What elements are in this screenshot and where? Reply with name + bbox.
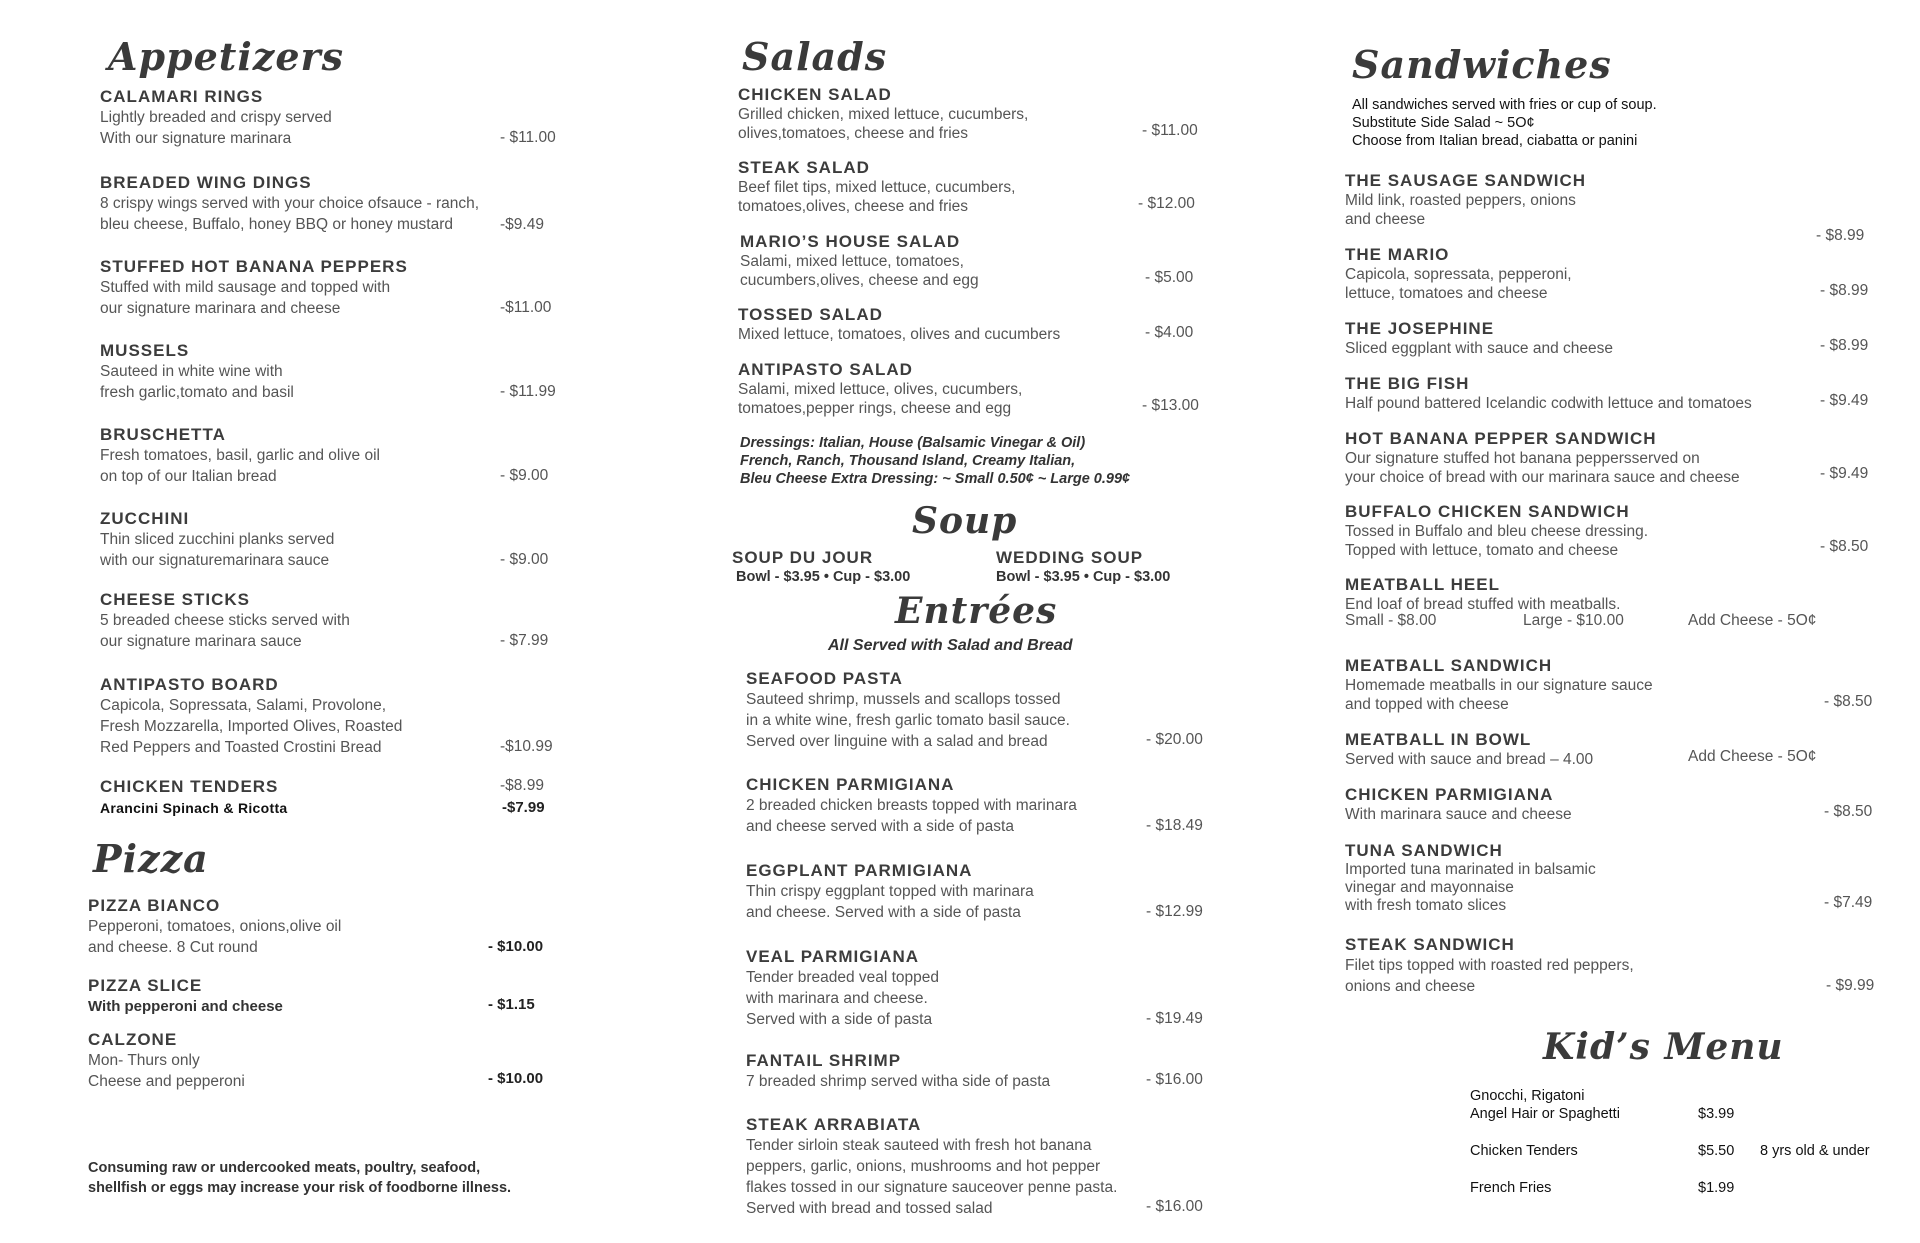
item-desc: in a white wine, fresh garlic tomato basil sauce.: [746, 712, 1070, 729]
item-desc: Homemade meatballs in our signature sauce: [1345, 677, 1653, 694]
dressings-note: [740, 434, 1130, 488]
item-price: - $8.99: [1816, 227, 1865, 244]
item-desc: flakes tossed in our signature sauceover penne pasta.: [746, 1179, 1118, 1196]
kids-item-name: Chicken Tenders: [1470, 1143, 1578, 1159]
item-price: - $12.99: [1146, 903, 1203, 920]
kids-menu-heading: Kid’s Menu: [1543, 1026, 1784, 1068]
item-price: -$7.99: [502, 799, 545, 816]
menu-item: [100, 674, 402, 758]
soup-name: WEDDING SOUP: [996, 548, 1144, 567]
menu-item: [1345, 729, 1593, 769]
item-desc: Cheese and pepperoni: [88, 1073, 245, 1090]
item-desc: fresh garlic,tomato and basil: [100, 384, 294, 401]
item-desc: 5 breaded cheese sticks served with: [100, 612, 350, 629]
item-desc: olives,tomatoes, cheese and fries: [738, 125, 969, 142]
item-price: - $8.50: [1820, 538, 1869, 555]
item-name: THE MARIO: [1345, 245, 1450, 264]
item-name: ANTIPASTO SALAD: [738, 360, 913, 379]
item-price-small: Small - $8.00: [1345, 612, 1437, 629]
sandwiches-notes: [1352, 96, 1657, 150]
menu-item: [100, 256, 408, 319]
item-desc: Mixed lettuce, tomatoes, olives and cucumbers: [738, 326, 1061, 343]
warning-line: shellfish or eggs may increase your risk of foodborne illness.: [88, 1180, 512, 1196]
menu-item: [100, 508, 334, 571]
menu-item: [746, 860, 1034, 923]
item-price: - $9.49: [1820, 392, 1869, 409]
item-desc: Beef filet tips, mixed lettuce, cucumbers,: [738, 179, 1016, 196]
dressings-line: Bleu Cheese Extra Dressing: ~ Small 0.50¢ ~ Large 0.99¢: [740, 471, 1131, 487]
item-desc: vinegar and mayonnaise: [1345, 879, 1514, 896]
item-desc: Tender sirloin steak sauteed with fresh hot banana: [746, 1137, 1092, 1154]
item-price: - $9.99: [1826, 977, 1875, 994]
item-desc: Topped with lettuce, tomato and cheese: [1345, 542, 1619, 559]
item-desc: Imported tuna marinated in balsamic: [1345, 861, 1596, 878]
item-name: ZUCCHINI: [100, 509, 190, 528]
item-desc: Capicola, Sopressata, Salami, Provolone,: [100, 697, 387, 714]
soup-heading: Soup: [912, 500, 1018, 542]
item-name: CHICKEN TENDERS: [100, 777, 279, 796]
menu-item: [746, 946, 939, 1030]
item-desc: tomatoes,pepper rings, cheese and egg: [738, 400, 1012, 417]
menu-item: [100, 424, 380, 487]
item-desc: Sliced eggplant with sauce and cheese: [1345, 340, 1613, 357]
item-desc: tomatoes,olives, cheese and fries: [738, 198, 969, 215]
item-desc: Mild link, roasted peppers, onions: [1345, 192, 1576, 209]
menu-item: [746, 668, 1070, 752]
item-name: CALZONE: [88, 1030, 178, 1049]
item-desc: Red Peppers and Toasted Crostini Bread: [100, 739, 382, 756]
menu-item: [740, 231, 979, 290]
appetizers-heading: Appetizers: [108, 34, 344, 79]
pizza-heading: Pizza: [93, 836, 209, 881]
salads-heading: Salads: [742, 34, 888, 79]
menu-item: [88, 975, 283, 1017]
item-name: BUFFALO CHICKEN SANDWICH: [1345, 502, 1630, 521]
menu-item: [746, 1050, 1050, 1092]
item-price: - $11.00: [500, 129, 556, 146]
item-desc: with fresh tomato slices: [1345, 897, 1507, 914]
item-desc: Lightly breaded and crispy served: [100, 109, 332, 126]
item-desc: With our signature marinara: [100, 130, 292, 147]
menu-item: [100, 340, 294, 403]
menu-item: [100, 86, 332, 149]
item-desc: Served with bread and tossed salad: [746, 1200, 993, 1217]
item-desc: With marinara sauce and cheese: [1345, 806, 1572, 823]
sandwiches-heading: Sandwiches: [1352, 42, 1612, 87]
item-price: - $7.49: [1824, 894, 1873, 911]
menu-item: [1345, 170, 1586, 229]
item-price: - $5.00: [1145, 269, 1194, 286]
item-name: MEATBALL SANDWICH: [1345, 656, 1553, 675]
kids-item-price: $5.50: [1698, 1143, 1735, 1159]
item-price: - $11.00: [1142, 122, 1198, 139]
item-addon: Add Cheese - 5O¢: [1688, 748, 1817, 765]
menu-item: [1345, 934, 1634, 997]
item-desc: Pepperoni, tomatoes, onions,olive oil: [88, 918, 342, 935]
item-name: CHICKEN PARMIGIANA: [746, 775, 955, 794]
item-name: BREADED WING DINGS: [100, 173, 312, 192]
item-name: STEAK SANDWICH: [1345, 935, 1515, 954]
item-name: STEAK ARRABIATA: [746, 1115, 922, 1134]
menu-item: [100, 172, 479, 235]
warning-line: Consuming raw or undercooked meats, poultry, seafood,: [88, 1160, 481, 1176]
menu-item: [1345, 373, 1752, 413]
item-name: BRUSCHETTA: [100, 425, 226, 444]
item-desc: our signature marinara and cheese: [100, 300, 341, 317]
item-name: THE BIG FISH: [1345, 374, 1470, 393]
item-desc: Salami, mixed lettuce, tomatoes,: [740, 253, 964, 270]
item-name: ANTIPASTO BOARD: [100, 675, 279, 694]
menu-item: [1345, 840, 1596, 915]
menu-item: [88, 1029, 245, 1092]
item-price: - $16.00: [1146, 1198, 1203, 1215]
sandwiches-note-line: All sandwiches served with fries or cup of soup.: [1352, 97, 1657, 113]
menu-item: [1345, 428, 1740, 487]
kids-item-price: $3.99: [1698, 1106, 1735, 1122]
item-desc: Fresh Mozzarella, Imported Olives, Roasted: [100, 718, 403, 735]
menu-item: [1345, 655, 1653, 714]
item-desc: on top of our Italian bread: [100, 468, 277, 485]
item-desc: and cheese. 8 Cut round: [88, 939, 258, 956]
item-name: TUNA SANDWICH: [1345, 841, 1503, 860]
item-name: SEAFOOD PASTA: [746, 669, 903, 688]
item-desc: Served with a side of pasta: [746, 1011, 933, 1028]
item-desc: our signature marinara sauce: [100, 633, 302, 650]
item-desc: Salami, mixed lettuce, olives, cucumbers,: [738, 381, 1023, 398]
item-desc: your choice of bread with our marinara sauce and cheese: [1345, 469, 1740, 486]
item-desc: and cheese. Served with a side of pasta: [746, 904, 1021, 921]
sandwiches-note-line: Substitute Side Salad ~ 5O¢: [1352, 115, 1535, 131]
entrees-subheading: All Served with Salad and Bread: [828, 637, 1073, 654]
item-desc: Fresh tomatoes, basil, garlic and olive oil: [100, 447, 380, 464]
item-name: PIZZA BIANCO: [88, 896, 221, 915]
item-name: CHICKEN SALAD: [738, 85, 892, 104]
menu-item: [1345, 318, 1613, 358]
item-desc: Served over linguine with a salad and bread: [746, 733, 1048, 750]
menu-item: [738, 304, 1060, 344]
item-desc: With pepperoni and cheese: [88, 998, 283, 1015]
item-desc: peppers, garlic, onions, mushrooms and hot pepper: [746, 1158, 1101, 1175]
item-name: MUSSELS: [100, 341, 190, 360]
item-desc: 8 crispy wings served with your choice ofsauce - ranch,: [100, 195, 480, 212]
kids-item-name: Gnocchi, Rigatoni: [1470, 1088, 1585, 1104]
menu-item: [1345, 501, 1648, 560]
item-desc: Served with sauce and bread – 4.00: [1345, 751, 1594, 768]
item-desc: Half pound battered Icelandic codwith lettuce and tomatoes: [1345, 395, 1752, 412]
item-price: -$8.99: [500, 777, 544, 794]
kids-item-name: Angel Hair or Spaghetti: [1470, 1106, 1620, 1122]
item-name: FANTAIL SHRIMP: [746, 1051, 902, 1070]
item-desc: with marinara and cheese.: [746, 990, 928, 1007]
item-price: - $13.00: [1142, 397, 1199, 414]
menu-item: [746, 1114, 1117, 1219]
soup-price: Bowl - $3.95 • Cup - $3.00: [996, 569, 1171, 585]
menu-item: [746, 774, 1077, 837]
item-price: - $8.99: [1820, 282, 1869, 299]
item-desc: Stuffed with mild sausage and topped with: [100, 279, 391, 296]
kids-item-name: French Fries: [1470, 1180, 1552, 1196]
item-name: CHICKEN PARMIGIANA: [1345, 785, 1554, 804]
menu-item: [1345, 244, 1572, 303]
item-price: - $19.49: [1146, 1010, 1203, 1027]
item-name: STEAK SALAD: [738, 158, 870, 177]
item-name: CALAMARI RINGS: [100, 87, 264, 106]
item-price: - $8.99: [1820, 337, 1869, 354]
item-name: MARIO’S HOUSE SALAD: [740, 232, 961, 251]
item-price: - $20.00: [1146, 731, 1203, 748]
item-price: - $9.49: [1820, 465, 1869, 482]
item-price: - $8.50: [1824, 803, 1873, 820]
menu-item: [738, 359, 1022, 418]
item-desc: with our signaturemarinara sauce: [100, 552, 330, 569]
item-desc: onions and cheese: [1345, 978, 1476, 995]
item-price: - $4.00: [1145, 324, 1194, 341]
item-desc: and topped with cheese: [1345, 696, 1509, 713]
item-name: TOSSED SALAD: [738, 305, 883, 324]
item-desc: 7 breaded shrimp served witha side of pasta: [746, 1073, 1051, 1090]
kids-age-note: 8 yrs old & under: [1760, 1143, 1870, 1159]
item-price-large: Large - $10.00: [1523, 612, 1624, 629]
item-name: MEATBALL HEEL: [1345, 575, 1500, 594]
item-desc: End loaf of bread stuffed with meatballs.: [1345, 596, 1621, 613]
menu-item: [88, 895, 341, 958]
item-name: THE SAUSAGE SANDWICH: [1345, 171, 1587, 190]
item-name: Arancini Spinach & Ricotta: [100, 800, 288, 816]
item-price: - $16.00: [1146, 1071, 1203, 1088]
item-price: - $12.00: [1138, 195, 1195, 212]
item-desc: 2 breaded chicken breasts topped with marinara: [746, 797, 1077, 814]
item-name: VEAL PARMIGIANA: [746, 947, 920, 966]
item-name: PIZZA SLICE: [88, 976, 203, 995]
food-safety-warning: [88, 1158, 511, 1198]
item-price: - $10.00: [488, 938, 544, 955]
item-name: MEATBALL IN BOWL: [1345, 730, 1532, 749]
menu-item: [100, 798, 288, 819]
item-desc: Tossed in Buffalo and bleu cheese dressing.: [1345, 523, 1649, 540]
dressings-line: French, Ranch, Thousand Island, Creamy Italian,: [740, 453, 1076, 469]
item-price: -$11.00: [500, 299, 552, 316]
item-desc: Sauteed shrimp, mussels and scallops tossed: [746, 691, 1061, 708]
dressings-line: Dressings: Italian, House (Balsamic Vinegar & Oil): [740, 435, 1086, 451]
menu-item: [100, 776, 278, 797]
item-desc: Tender breaded veal topped: [746, 969, 940, 986]
menu-item: [1345, 574, 1620, 614]
item-addon: Add Cheese - 5O¢: [1688, 612, 1817, 629]
item-price: - $10.00: [488, 1070, 544, 1087]
kids-item-price: $1.99: [1698, 1180, 1735, 1196]
item-price: - $8.50: [1824, 693, 1873, 710]
entrees-heading: Entrées: [895, 590, 1058, 632]
item-desc: Thin crispy eggplant topped with marinara: [746, 883, 1034, 900]
item-desc: bleu cheese, Buffalo, honey BBQ or honey mustard: [100, 216, 453, 233]
item-price: - $18.49: [1146, 817, 1203, 834]
item-name: HOT BANANA PEPPER SANDWICH: [1345, 429, 1657, 448]
item-desc: Thin sliced zucchini planks served: [100, 531, 335, 548]
item-price: - $1.15: [488, 996, 535, 1013]
item-desc: Filet tips topped with roasted red peppers,: [1345, 957, 1634, 974]
menu-item: [738, 157, 1015, 216]
menu-item: [1345, 784, 1572, 824]
item-name: CHEESE STICKS: [100, 590, 250, 609]
item-price: - $9.00: [500, 467, 549, 484]
menu-item: [738, 84, 1028, 143]
item-desc: Grilled chicken, mixed lettuce, cucumbers,: [738, 106, 1029, 123]
item-desc: lettuce, tomatoes and cheese: [1345, 285, 1548, 302]
item-desc: cucumbers,olives, cheese and egg: [740, 272, 979, 289]
soup-name: SOUP DU JOUR: [732, 548, 874, 567]
item-desc: and cheese served with a side of pasta: [746, 818, 1014, 835]
item-price: -$9.49: [500, 216, 544, 233]
item-desc: Capicola, sopressata, pepperoni,: [1345, 266, 1572, 283]
item-desc: Mon- Thurs only: [88, 1052, 200, 1069]
item-name: STUFFED HOT BANANA PEPPERS: [100, 257, 408, 276]
soup-price: Bowl - $3.95 • Cup - $3.00: [736, 569, 911, 585]
item-name: THE JOSEPHINE: [1345, 319, 1495, 338]
item-price: - $11.99: [500, 383, 556, 400]
item-name: EGGPLANT PARMIGIANA: [746, 861, 973, 880]
item-desc: and cheese: [1345, 211, 1426, 228]
item-desc: Sauteed in white wine with: [100, 363, 283, 380]
item-price: - $7.99: [500, 632, 549, 649]
item-price: -$10.99: [500, 738, 553, 755]
item-desc: Our signature stuffed hot banana peppersserved on: [1345, 450, 1700, 467]
menu-item: [100, 589, 350, 652]
sandwiches-note-line: Choose from Italian bread, ciabatta or panini: [1352, 133, 1638, 149]
item-price: - $9.00: [500, 551, 549, 568]
